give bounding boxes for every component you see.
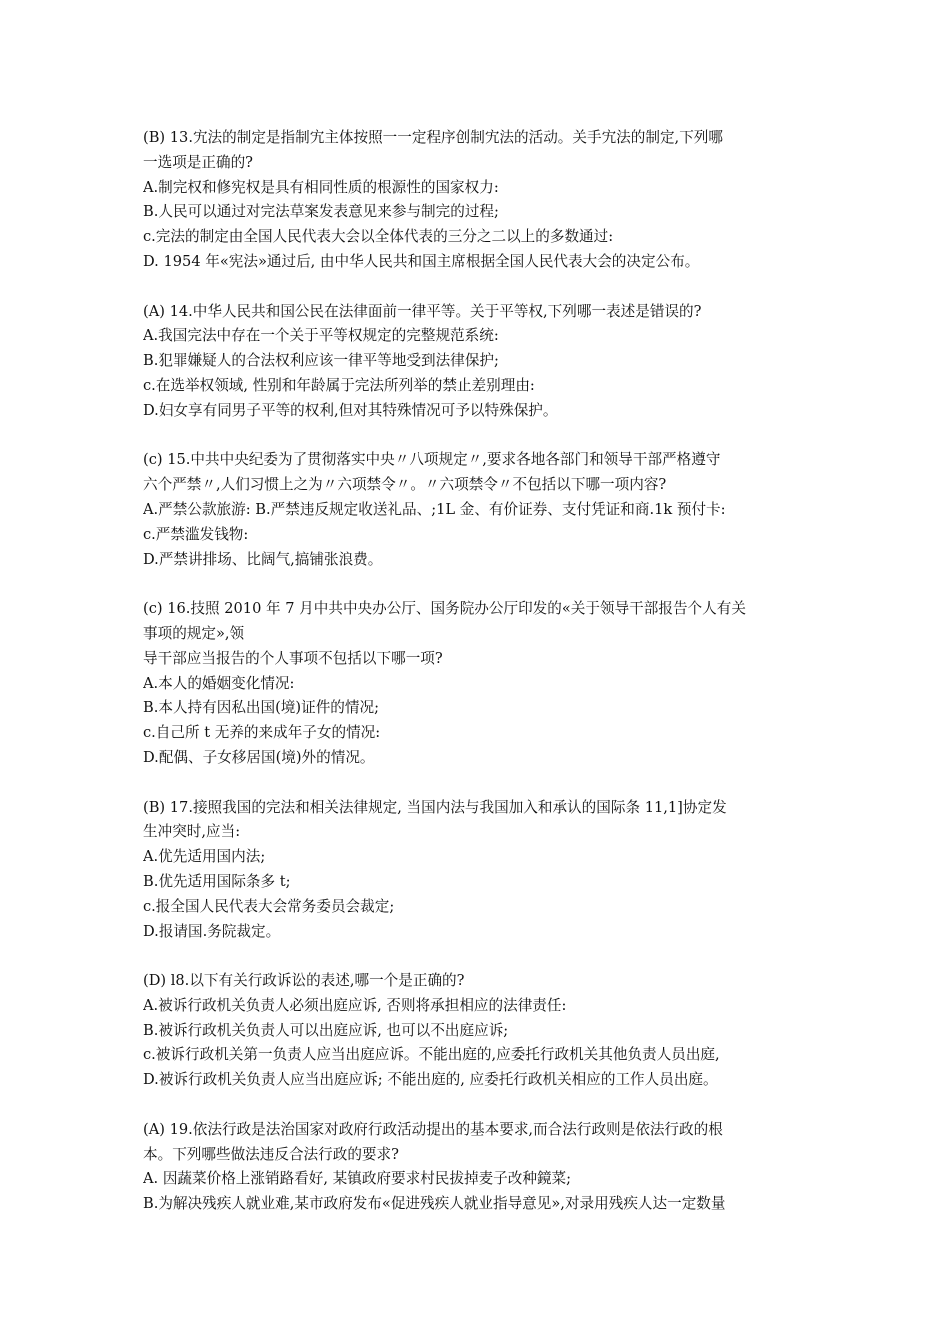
question-stem-line: (c) 16.技照 2010 年 7 月中共中央办公厅、国务院办公厅印发的«关于领导干部报告个人有关: [143, 600, 746, 618]
question-stem-line: (D) l8.以下有关行政诉讼的表述,哪一个是正确的?: [143, 972, 465, 990]
question-block: [143, 796, 811, 945]
question-text-line: D.被诉行政机关负责人应当出庭应诉; 不能出庭的, 应委托行政机关相应的工作人员出庭。: [143, 1071, 718, 1089]
question-text-line: c.报全国人民代表大会常务委员会裁定;: [143, 897, 395, 915]
question-text-line: A.优先适用国内法;: [143, 848, 266, 866]
question-text-line: B.为解决残疾人就业难,某市政府发布«促进残疾人就业指导意见»,对录用残疾人达一定数量: [143, 1195, 726, 1213]
question-text-line: 六个严禁〃,人们习惯上之为〃六项禁令〃。〃六项禁令〃不包括以下哪一项内容?: [143, 476, 667, 494]
question-stem-line: (B) 13.宄法的制定是指制宄主体按照一一定程序创制宄法的活动。关手宄法的制定,下列哪: [143, 129, 723, 146]
question-text-line: D.严禁讲排场、比阔气,搞铺张浪费。: [143, 550, 383, 568]
question-text-line: B.本人持有因私出国(境)证件的情况;: [143, 699, 379, 717]
question-text-line: D.妇女享有同男子平等的权利,但对其特殊情况可予以特殊保护。: [143, 401, 558, 419]
question-text-line: B.优先适用国际条多 t;: [143, 872, 291, 890]
document-body: [143, 126, 811, 1242]
question-text-line: A.被诉行政机关负责人必须出庭应诉, 否则将承担相应的法律责任:: [143, 996, 567, 1014]
question-text-line: 一选项是正确的?: [143, 153, 253, 171]
question-text-line: 生冲突时,应当:: [143, 823, 241, 841]
question-block: [143, 1118, 811, 1217]
question-text-line: c.在选举权领域, 性别和年龄属于完法所列举的禁止差别理由:: [143, 376, 535, 394]
question-stem-line: (A) 19.依法行政是法治国家对政府行政活动提出的基本要求,而合法行政则是依法行政的根: [143, 1120, 723, 1138]
question-text-line: D.报请国.务院裁定。: [143, 922, 281, 940]
question-text-line: c.被诉行政机关第一负责人应当出庭应诉。不能出庭的,应委托行政机关其他负责人员出庭,: [143, 1046, 720, 1064]
question-block: [143, 300, 811, 424]
question-text-line: 本。下列哪些做法违反合法行政的要求?: [143, 1145, 399, 1163]
question-text-line: c.完法的制定由全国人民代表大会以全体代表的三分之二以上的多数通过:: [143, 228, 614, 246]
question-text-line: B.犯罪嫌疑人的合法权利应该一律平等地受到法律保护;: [143, 352, 499, 370]
question-block: [143, 969, 811, 1093]
question-text-line: 事项的规定»,领: [143, 624, 245, 642]
question-text-line: A.严禁公款旅游: B.严禁违反规定收送礼品、;1L 金、有价证券、支付凭证和商.1k 预付卡:: [143, 500, 726, 518]
question-text-line: c.自己所 t 无养的来成年子女的情况:: [143, 724, 381, 742]
question-block: [143, 597, 811, 771]
question-text-line: A.制完权和修宪权是具有相同性质的根源性的国家权力:: [143, 178, 499, 196]
question-text-line: D.配偶、子女移居国(境)外的情况。: [143, 748, 375, 766]
question-stem-line: (B) 17.接照我国的完法和相关法律规定, 当国内法与我国加入和承认的国际条 11,1]协定发: [143, 798, 727, 816]
question-text-line: c.严禁滥发钱物:: [143, 525, 249, 543]
question-text-line: A.本人的婚姻变化情况:: [143, 674, 295, 692]
question-text-line: D. 1954 年«宪法»通过后, 由中华人民共和国主席根据全国人民代表大会的决定公布。: [143, 252, 700, 270]
question-text-line: B.被诉行政机关负责人可以出庭应诉, 也可以不出庭应诉;: [143, 1021, 509, 1039]
question-text-line: B.人民可以通过对完法草案发表意见来参与制完的过程;: [143, 203, 499, 221]
question-block: [143, 126, 811, 275]
question-block: [143, 448, 811, 572]
question-text-line: A.我国完法中存在一个关于平等权规定的完整规范系统:: [143, 327, 499, 345]
question-text-line: 导干部应当报告的个人事项不包括以下哪一项?: [143, 649, 443, 667]
question-stem-line: (A) 14.中华人民共和国公民在法律面前一律平等。关于平等权,下列哪一表述是错误的?: [143, 302, 702, 320]
question-text-line: A. 因蔬菜价格上涨销路看好, 某镇政府要求村民拔掉麦子改种鏡菜;: [143, 1170, 572, 1188]
question-stem-line: (c) 15.中共中央纪委为了贯彻落实中央〃八项规定〃,要求各地各部门和领导干部严格遵守: [143, 451, 721, 469]
